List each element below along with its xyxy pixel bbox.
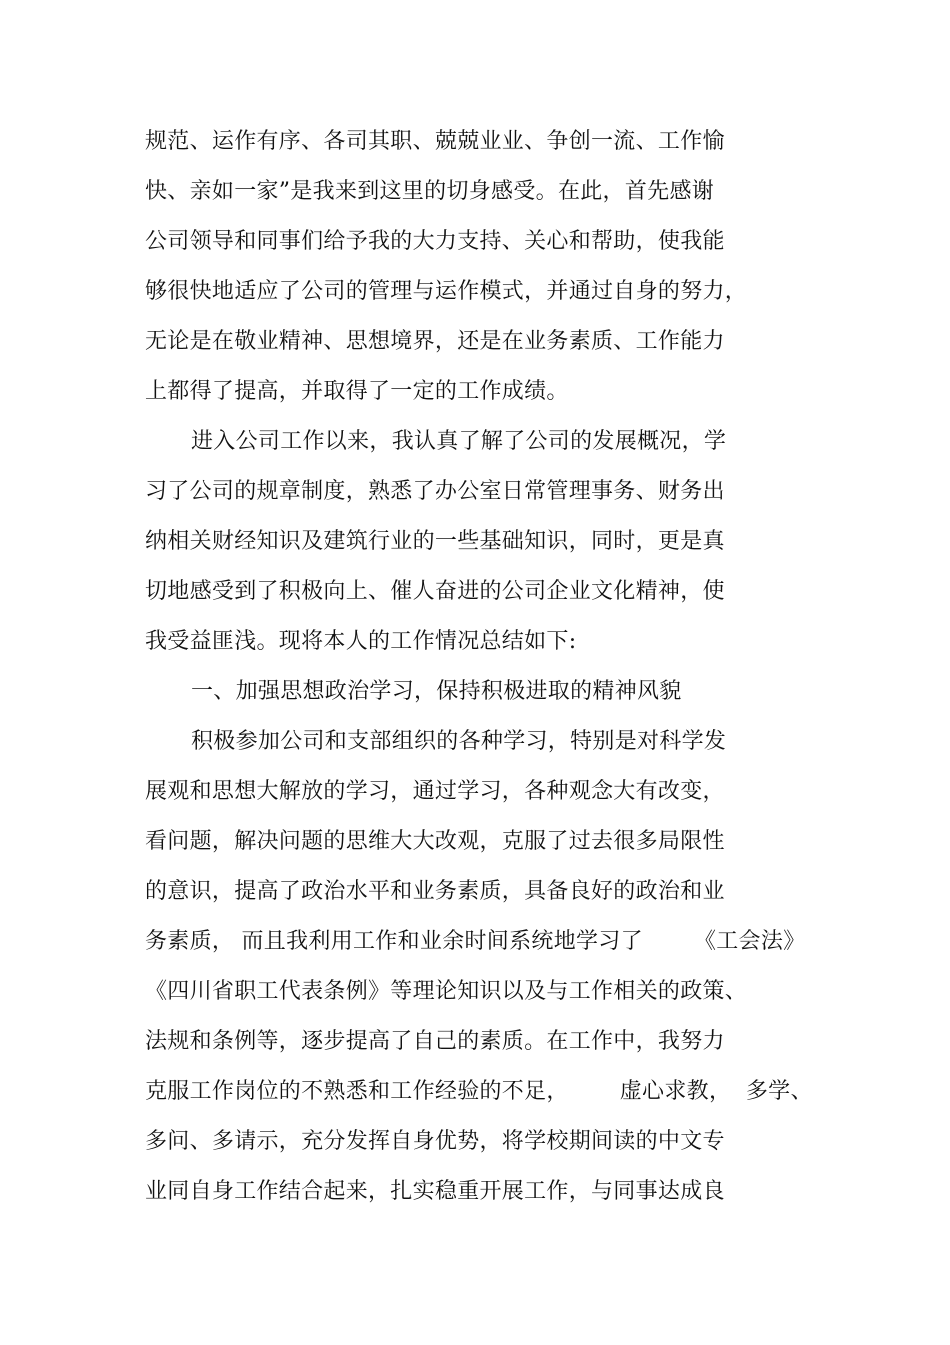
paragraph-line: 无论是在敬业精神、思想境界，还是在业务素质、工作能力 <box>145 329 725 354</box>
paragraph-line: 习了公司的规章制度，熟悉了办公室日常管理事务、财务出 <box>145 479 725 504</box>
paragraph-line: 业同自身工作结合起来，扎实稳重开展工作，与同事达成良 <box>145 1179 725 1204</box>
paragraph-line: 克服工作岗位的不熟悉和工作经验的不足， 虚心求教， 多学、 <box>145 1079 813 1104</box>
paragraph-line: 切地感受到了积极向上、催人奋进的公司企业文化精神，使 <box>145 579 725 604</box>
section-heading: 一、加强思想政治学习，保持积极进取的精神风貌 <box>191 679 682 704</box>
paragraph-line: 上都得了提高，并取得了一定的工作成绩。 <box>145 379 569 404</box>
paragraph-line: 够很快地适应了公司的管理与运作模式，并通过自身的努力， <box>145 279 748 304</box>
paragraph-line: 规范、运作有序、各司其职、兢兢业业、争创一流、工作愉 <box>145 129 725 154</box>
paragraph-line: 公司领导和同事们给予我的大力支持、关心和帮助，使我能 <box>145 229 725 254</box>
paragraph-line: 进入公司工作以来，我认真了解了公司的发展概况，学 <box>191 429 727 454</box>
paragraph-line: 务素质， 而且我利用工作和业余时间系统地学习了 《工会法》 <box>145 929 806 954</box>
paragraph-line: 《四川省职工代表条例》等理论知识以及与工作相关的政策、 <box>145 979 748 1004</box>
paragraph-line: 法规和条例等，逐步提高了自己的素质。在工作中，我努力 <box>145 1029 725 1054</box>
paragraph-line: 我受益匪浅。现将本人的工作情况总结如下: <box>145 629 577 654</box>
paragraph-line: 展观和思想大解放的学习，通过学习，各种观念大有改变， <box>145 779 725 804</box>
paragraph-line: 快、亲如一家”是我来到这里的切身感受。在此，首先感谢 <box>145 179 715 204</box>
paragraph-line: 积极参加公司和支部组织的各种学习，特别是对科学发 <box>191 729 727 754</box>
paragraph-line: 纳相关财经知识及建筑行业的一些基础知识，同时，更是真 <box>145 529 725 554</box>
paragraph-line: 看问题，解决问题的思维大大改观，克服了过去很多局限性 <box>145 829 725 854</box>
paragraph-line: 的意识，提高了政治水平和业务素质，具备良好的政治和业 <box>145 879 725 904</box>
paragraph-line: 多问、多请示，充分发挥自身优势，将学校期间读的中文专 <box>145 1129 725 1154</box>
